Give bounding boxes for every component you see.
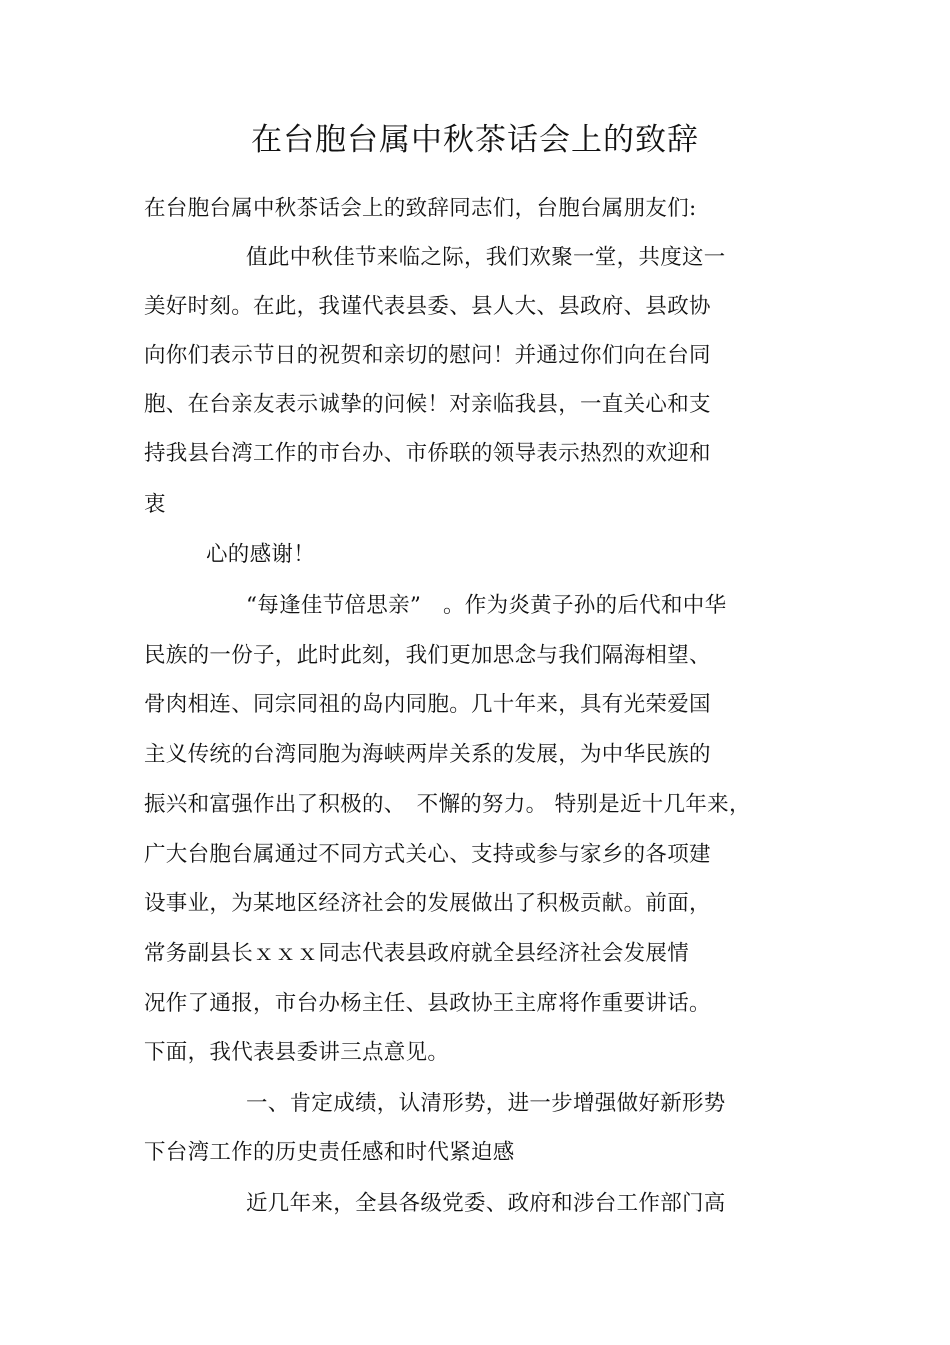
body-line-19: 近几年来，全县各级党委、政府和涉台工作部门高 [246,1191,726,1216]
body-line-17: 况作了通报，市台办杨主任、县政协王主席将作重要讲话。 [144,991,711,1016]
body-line-6: 持我县台湾工作的市台办、市侨联的领导表示热烈的欢迎和 [144,441,711,466]
section-heading-1-line-1: 一、肯定成绩，认清形势，进一步增强做好新形势 [246,1091,726,1116]
body-line-9: “每逢佳节倍思亲” 。作为炎黄子孙的后代和中华 [246,593,727,618]
body-line-15: 设事业，为某地区经济社会的发展做出了积极贡献。前面， [144,891,711,916]
body-line-2: 值此中秋佳节来临之际，我们欢聚一堂，共度这一 [246,245,726,270]
body-line-3: 美好时刻。在此，我谨代表县委、县人大、县政府、县政协 [144,294,711,319]
body-line-14: 广大台胞台属通过不同方式关心、支持或参与家乡的各项建 [144,842,711,867]
body-line-5: 胞、在台亲友表示诚挚的问候！对亲临我县，一直关心和支 [144,392,711,417]
body-line-7: 衷 [144,492,166,517]
body-line-8: 心的感谢！ [206,542,316,567]
body-line-11: 骨肉相连、同宗同祖的岛内同胞。几十年来，具有光荣爱国 [144,692,711,717]
body-line-10: 民族的一份子，此时此刻，我们更加思念与我们隔海相望、 [144,643,711,668]
body-line-12: 主义传统的台湾同胞为海峡两岸关系的发展，为中华民族的 [144,742,711,767]
document-title: 在台胞台属中秋茶话会上的致辞 [251,122,699,158]
body-line-18: 下面，我代表县委讲三点意见。 [144,1040,450,1065]
body-line-16: 常务副县长ｘｘｘ同志代表县政府就全县经济社会发展情 [144,941,690,966]
body-line-4: 向你们表示节日的祝贺和亲切的慰问！并通过你们向在台同 [144,343,711,368]
body-line-1: 在台胞台属中秋茶话会上的致辞同志们，台胞台属朋友们: [144,196,697,221]
section-heading-1-line-2: 下台湾工作的历史责任感和时代紧迫感 [144,1140,515,1165]
body-line-13: 振兴和富强作出了积极的、 不懈的努力。 特别是近十几年来， [144,792,751,817]
